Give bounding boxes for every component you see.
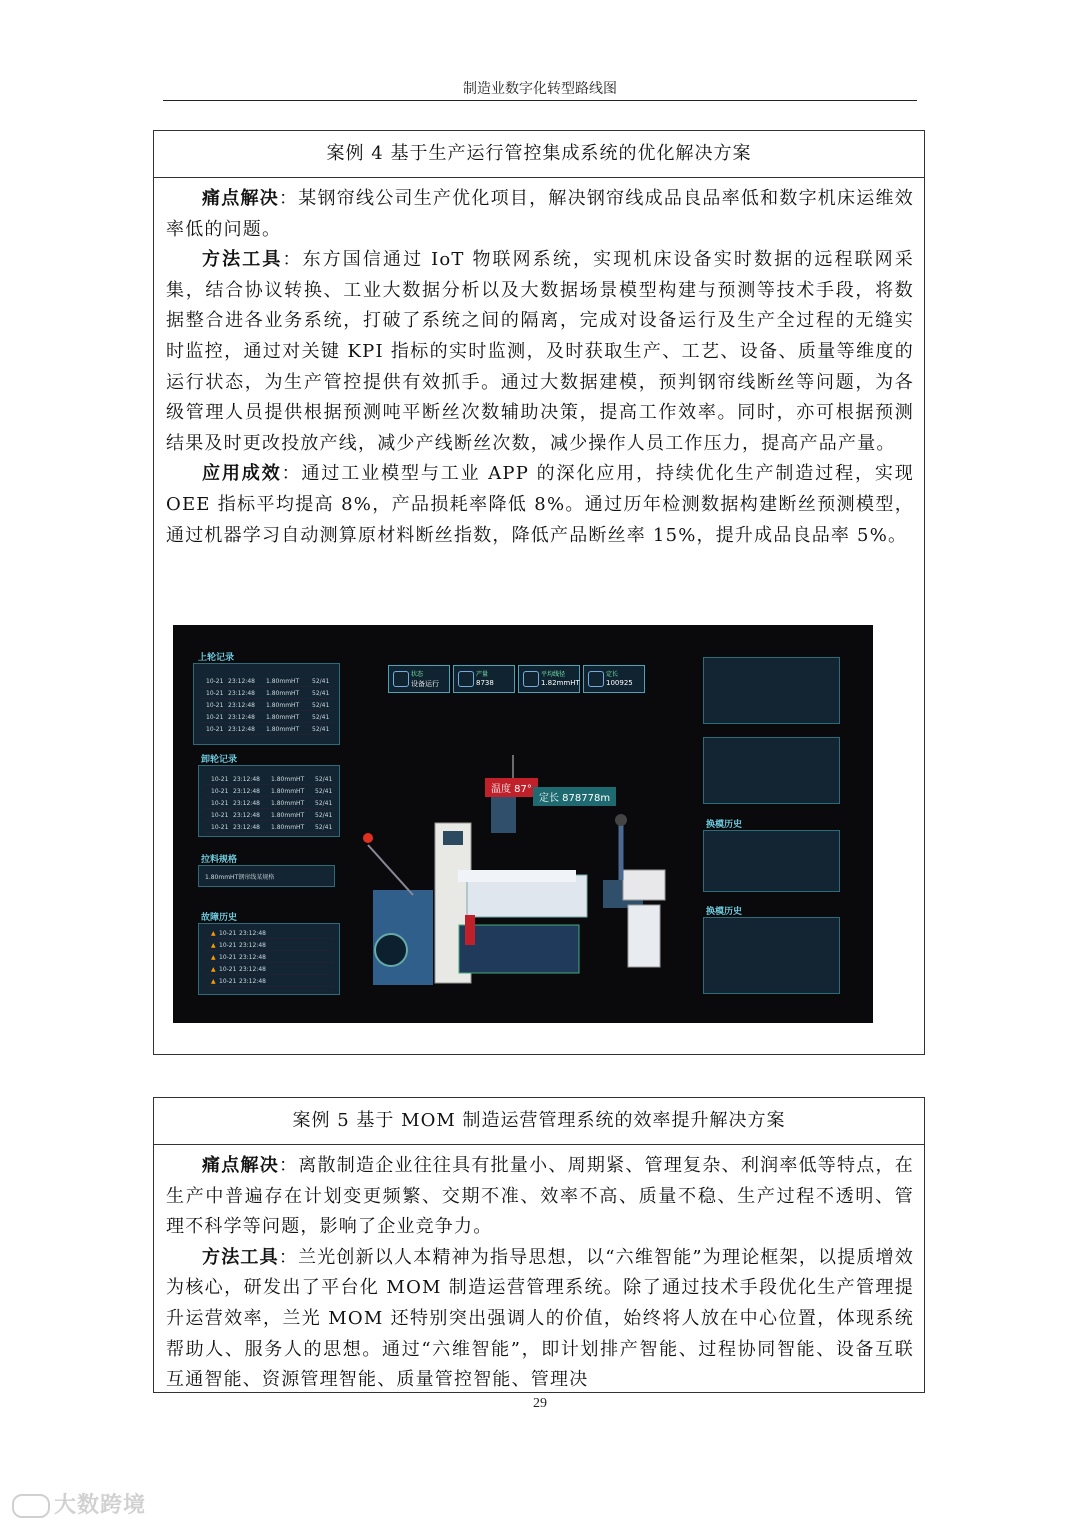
machinery-illustration [173, 625, 873, 1023]
case-5-pain-point [166, 1151, 914, 1243]
table-row: 10-21 23:12:48 1.80mmHT 52/41 [205, 824, 333, 833]
panel-title: 换模历史 [706, 820, 743, 830]
table-row: 10-21 23:12:48 1.80mmHT 52/41 [205, 788, 333, 797]
table-row: 10-21 23:12:48 1.80mmHT 52/41 [200, 678, 333, 687]
table-row: ▲ 10-21 23:12:48 [205, 954, 333, 963]
table-row: 10-21 23:12:48 1.80mmHT 52/41 [200, 726, 333, 735]
case-5-body [154, 1145, 924, 1396]
keyword-label: 痛点解决 [202, 1155, 279, 1176]
keyword-label: 应用成效 [202, 463, 282, 485]
running-head: 制造业数字化转型路线图 [463, 81, 617, 97]
case-5-box [153, 1097, 925, 1393]
length-tag: 定长 878778m [533, 787, 616, 806]
take-up-machine [603, 814, 665, 967]
pay-off-machine [363, 833, 433, 985]
header-rule [163, 100, 917, 101]
watermark-logo-icon [12, 1494, 50, 1518]
table-row: 10-21 23:12:48 1.80mmHT 52/41 [200, 690, 333, 699]
kpi-card-diameter: 平均线径 1.82mmHT [518, 665, 580, 693]
panel-title: 拉料规格 [201, 855, 238, 865]
keyword-label: 方法工具 [202, 1246, 279, 1268]
table-row: 10-21 23:12:48 1.80mmHT 52/41 [200, 714, 333, 723]
watermark [12, 1488, 146, 1519]
case-5-title: 案例 5 基于 MOM 制造运营管理系统的效率提升解决方案 [154, 1098, 924, 1145]
keyword-label: 痛点解决 [202, 188, 279, 209]
table-row: 10-21 23:12:48 1.80mmHT 52/41 [205, 800, 333, 809]
paragraph-text: ：东方国信通过 IoT 物联网系统，实现机床设备实时数据的远程联网采集，结合协议转换、工业大数据分析以及大数据场景模型构建与预测等技术手段，将数据整合进各业务系统，打破了系统之间的隔离，完成对设备运行及生产全过程的无缝实时监控，通过对关键 KPI 指标的实时监测，及时获取生产、工艺、设备、质量等维度的运行状态，为生产管控提供有效抓手。通过大数据建模，预判钢帘线断丝等问题，为各级管理人员提供根据预测吨平断丝次数辅助决策，提高工作效率。同时，亦可根据预测结果及时更改投放产线，减少产线断丝次数，减少操作人员工作压力，提高产品产量。 [166, 249, 914, 454]
paragraph-text: ：离散制造企业往往具有批量小、周期紧、管理复杂、利润率低等特点，在生产中普遍存在计划变更频繁、交期不准、效率不高、质量不稳、生产过程不透明、管理不科学等问题，影响了企业竞争力。 [166, 1155, 914, 1238]
paragraph-text: ：通过工业模型与工业 APP 的深化应用，持续优化生产制造过程，实现 OEE 指标平均提高 8%，产品损耗率降低 8%。通过历年检测数据构建断丝预测模型，通过机器学习自动测算原材料断丝指数，降低产品断丝率 15%，提升成品良品率 5%。 [166, 463, 914, 546]
case-4-result [166, 459, 914, 551]
panel-title: 换模历史 [706, 907, 743, 917]
case-4-pain-point [166, 184, 914, 245]
spec-text: 1.80mmHT钢帘线某规格 [205, 874, 275, 881]
case-5-method [166, 1243, 914, 1396]
case-4-box [153, 130, 925, 1055]
case-4-title: 案例 4 基于生产运行管控集成系统的优化解决方案 [154, 131, 924, 178]
panel-title: 卸轮记录 [201, 755, 238, 765]
page-number: 29 [533, 1396, 547, 1411]
table-row: 10-21 23:12:48 1.80mmHT 52/41 [200, 702, 333, 711]
table-row: 10-21 23:12:48 1.80mmHT 52/41 [205, 776, 333, 785]
table-row: ▲ 10-21 23:12:48 [205, 942, 333, 951]
monitoring-dashboard-figure [173, 625, 873, 1023]
table-row: ▲ 10-21 23:12:48 [205, 978, 333, 987]
watermark-text: 大数跨境 [54, 1493, 147, 1518]
paragraph-text: ：某钢帘线公司生产优化项目，解决钢帘线成品良品率低和数字机床运维效率低的问题。 [166, 188, 914, 240]
panel-title: 故障历史 [201, 913, 238, 923]
kpi-card-output: 产量 8738 [453, 665, 515, 693]
table-row: ▲ 10-21 23:12:48 [205, 930, 333, 939]
temperature-tag: 温度 87° [485, 778, 538, 797]
paragraph-text: ：兰光创新以人本精神为指导思想，以“六维智能”为理论框架，以提质增效为核心，研发出了平台化 MOM 制造运营管理系统。除了通过技术手段优化生产管理提升运营效率，兰光 MOM 还特别突出强调人的价值，始终将人放在中心位置，体现系统帮助人、服务人的思想。通过“六维智能”，即计划排产智能、过程协同智能、设备互联互通智能、资源管理智能、质量管控智能、管理决 [166, 1246, 915, 1391]
table-row: ▲ 10-21 23:12:48 [205, 966, 333, 975]
table-row: 10-21 23:12:48 1.80mmHT 52/41 [205, 812, 333, 821]
kpi-card-status: 状态 设备运行 [388, 665, 450, 693]
kpi-card-length: 定长 100925 [583, 665, 645, 693]
keyword-label: 方法工具 [202, 249, 283, 271]
panel-title: 上轮记录 [198, 653, 235, 663]
case-4-body [154, 178, 924, 551]
case-4-method [166, 245, 914, 459]
